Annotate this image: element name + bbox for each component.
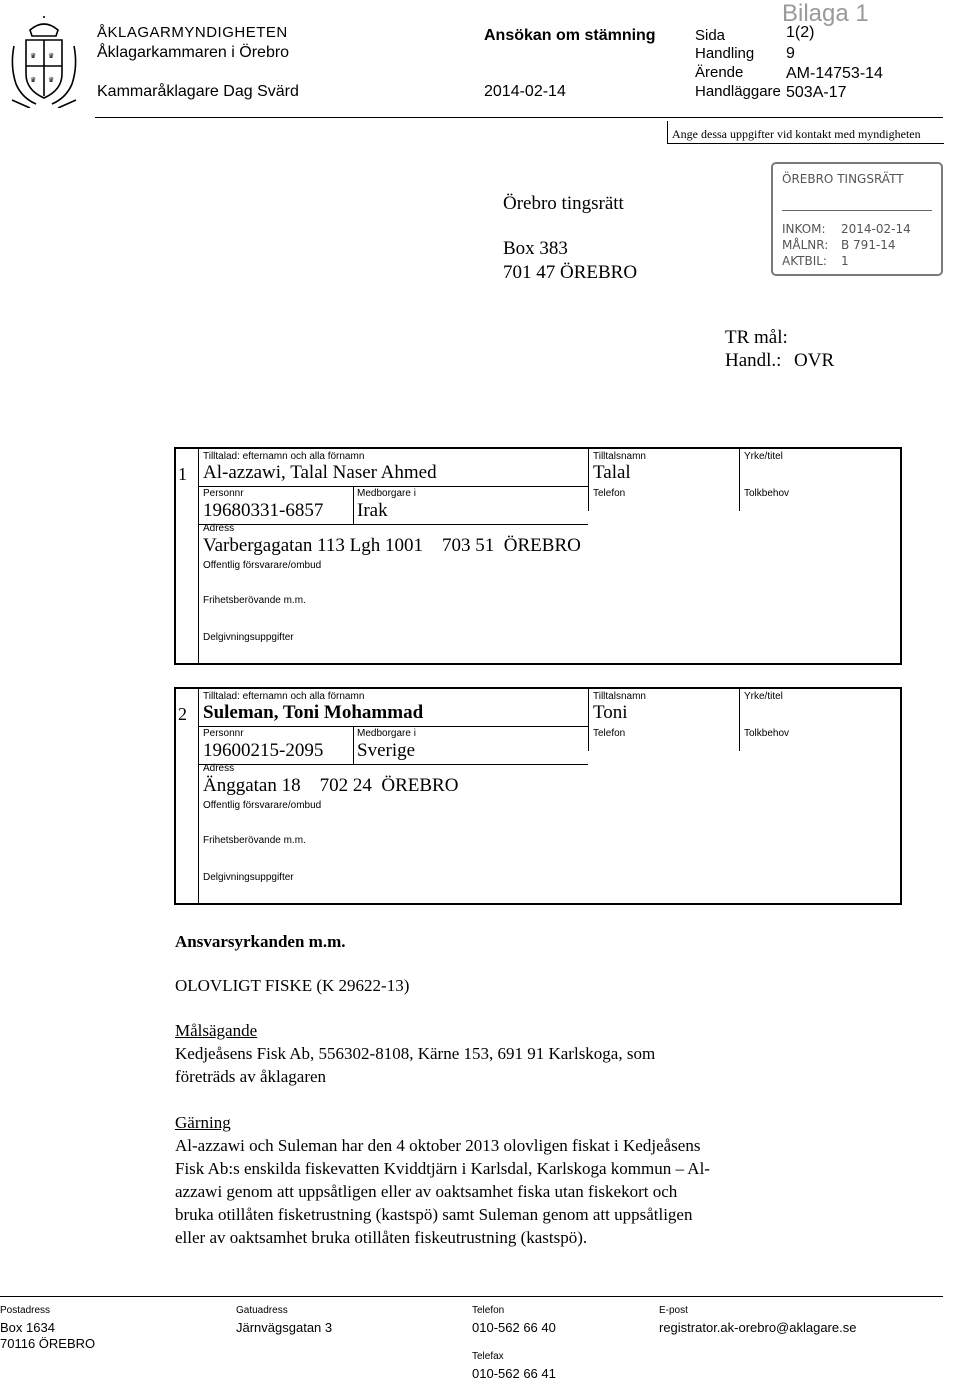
stamp-label-received: INKOM:: [782, 222, 826, 236]
injured-party-heading: Målsägande: [175, 1021, 258, 1040]
defendant-address: Varbergagatan 113 Lgh 1001 703 51 ÖREBRO: [203, 535, 581, 556]
act-heading: Gärning: [175, 1113, 231, 1132]
defendant-citizen: Sverige: [357, 740, 416, 761]
act-line: eller av oaktsamhet bruka otillåten fiskeutrustning (kastspö).: [175, 1228, 588, 1247]
defendant-personnr: 19600215-2095: [203, 740, 324, 761]
label-nickname: Tilltalsnamn: [593, 451, 646, 462]
divider: [588, 449, 589, 511]
divider: [198, 726, 588, 727]
defendant-number: 2: [178, 704, 187, 724]
header-divider: [95, 117, 943, 118]
handling-label: Handl.:: [725, 350, 782, 371]
defendant-box-2: [174, 687, 902, 905]
label-service: Delgivningsuppgifter: [203, 632, 294, 643]
label-phone: Telefon: [593, 488, 626, 499]
svg-text:♛: ♛: [48, 52, 55, 60]
divider: [198, 524, 588, 525]
defendant-number: 1: [178, 464, 187, 484]
defendant-box-1: [174, 447, 902, 665]
stamp-label-attachment: AKTBIL:: [782, 254, 827, 268]
footer-street-label: Gatuadress: [236, 1305, 288, 1316]
handling-value: OVR: [794, 350, 835, 371]
footer-divider: [0, 1296, 943, 1297]
stamp-title: ÖREBRO TINGSRÄTT: [782, 172, 904, 186]
divider: [588, 689, 589, 751]
court-received-stamp: [771, 162, 943, 276]
stamp-label-case-number: MÅLNR:: [782, 238, 829, 252]
act-line: Al-azzawi och Suleman har den 4 oktober 2013 olovligen fiskat i Kedjeåsens: [175, 1136, 701, 1155]
document-title: Ansökan om stämning: [484, 27, 656, 44]
label-phone: Telefon: [593, 728, 626, 739]
footer-email-label: E-post: [659, 1305, 688, 1316]
defendant-nickname: Talal: [593, 462, 631, 483]
label-deprivation: Frihetsberövande m.m.: [203, 595, 306, 606]
label-name: Tilltalad: efternamn och alla förnamn: [203, 691, 365, 702]
meta-value-page: 1(2): [786, 24, 815, 41]
act-line: azzawi genom att uppsåtligen eller av oaktsamhet fiska utan fiskekort och: [175, 1182, 678, 1201]
defendant-personnr: 19680331-6857: [203, 500, 324, 521]
label-citizen: Medborgare i: [357, 728, 416, 739]
label-counsel: Offentlig försvarare/ombud: [203, 800, 322, 811]
defendant-name: Al-azzawi, Talal Naser Ahmed: [203, 462, 437, 483]
meta-value-handling: 9: [786, 45, 795, 62]
charge-heading: OLOVLIGT FISKE (K 29622-13): [175, 976, 410, 995]
agency-crest-logo: [8, 16, 80, 108]
label-name: Tilltalad: efternamn och alla förnamn: [203, 451, 365, 462]
footer-postal-box: Box 1634: [0, 1320, 55, 1335]
label-nickname: Tilltalsnamn: [593, 691, 646, 702]
recipient-name: Örebro tingsrätt: [503, 193, 624, 214]
defendant-nickname: Toni: [593, 702, 628, 723]
court-case-label: TR mål:: [725, 327, 788, 348]
defendant-name: Suleman, Toni Mohammad: [203, 702, 424, 723]
act-line: Fisk Ab:s enskilda fiskevatten Kviddtjärn i Karlsdal, Karlskoga kommun – Al-: [175, 1159, 710, 1178]
label-citizen: Medborgare i: [357, 488, 416, 499]
act-line: bruka otillåten fisketrustning (kastspö) samt Suleman genom att uppsåtligen: [175, 1205, 693, 1224]
svg-text:♛: ♛: [48, 76, 55, 84]
footer-fax: 010-562 66 41: [472, 1366, 556, 1381]
defendant-address: Änggatan 18 702 24 ÖREBRO: [203, 775, 459, 796]
label-personnr: Personnr: [203, 488, 244, 499]
footer-fax-label: Telefax: [472, 1351, 504, 1362]
injured-party-line: företräds av åklagaren: [175, 1067, 327, 1086]
recipient-postal: 701 47 ÖREBRO: [503, 262, 638, 283]
label-personnr: Personnr: [203, 728, 244, 739]
meta-value-case: AM-14753-14: [786, 65, 883, 82]
label-service: Delgivningsuppgifter: [203, 872, 294, 883]
label-address: Adress: [203, 523, 235, 534]
document-date: 2014-02-14: [484, 83, 566, 100]
divider: [198, 486, 588, 487]
attachment-label: Bilaga 1: [782, 0, 869, 27]
meta-label-case: Ärende: [695, 64, 744, 81]
label-interpreter: Tolkbehov: [744, 728, 790, 739]
label-title: Yrke/titel: [744, 691, 783, 702]
stamp-divider: [782, 210, 932, 211]
divider: [739, 449, 740, 511]
label-counsel: Offentlig försvarare/ombud: [203, 560, 322, 571]
meta-label-handling: Handling: [695, 45, 755, 62]
divider: [353, 486, 354, 524]
divider: [198, 764, 588, 765]
claims-heading: Ansvarsyrkanden m.m.: [175, 932, 346, 951]
footer-phone: 010-562 66 40: [472, 1320, 556, 1335]
label-title: Yrke/titel: [744, 451, 783, 462]
chamber-name: Åklagarkammaren i Örebro: [97, 44, 290, 61]
meta-label-handler: Handläggare: [695, 83, 781, 100]
injured-party-line: Kedjeåsens Fisk Ab, 556302-8108, Kärne 153, 691 91 Karlskoga, som: [175, 1044, 656, 1063]
divider: [353, 726, 354, 764]
label-address: Adress: [203, 763, 235, 774]
meta-value-handler: 503A-17: [786, 84, 847, 101]
contact-note: Ange dessa uppgifter vid kontakt med myndigheten: [672, 127, 921, 141]
footer-email[interactable]: registrator.ak-orebro@aklagare.se: [659, 1320, 857, 1335]
prosecutor-name: Kammaråklagare Dag Svärd: [97, 83, 299, 100]
stamp-value-case-number: B 791-14: [841, 238, 896, 252]
label-interpreter: Tolkbehov: [744, 488, 790, 499]
footer-phone-label: Telefon: [472, 1305, 505, 1316]
stamp-value-received: 2014-02-14: [841, 222, 911, 236]
stamp-value-attachment: 1: [841, 254, 849, 268]
footer-postal-label: Postadress: [0, 1305, 51, 1316]
agency-name: ÅKLAGARMYNDIGHETEN: [97, 24, 288, 41]
recipient-box: Box 383: [503, 238, 568, 259]
footer-street: Järnvägsgatan 3: [236, 1320, 333, 1335]
divider: [739, 689, 740, 751]
footer-postal-city: 70116 ÖREBRO: [0, 1336, 96, 1351]
svg-text:♛: ♛: [30, 52, 37, 60]
meta-label-page: Sida: [695, 27, 726, 44]
label-deprivation: Frihetsberövande m.m.: [203, 835, 306, 846]
svg-text:♛: ♛: [30, 76, 37, 84]
defendant-citizen: Irak: [357, 500, 388, 521]
